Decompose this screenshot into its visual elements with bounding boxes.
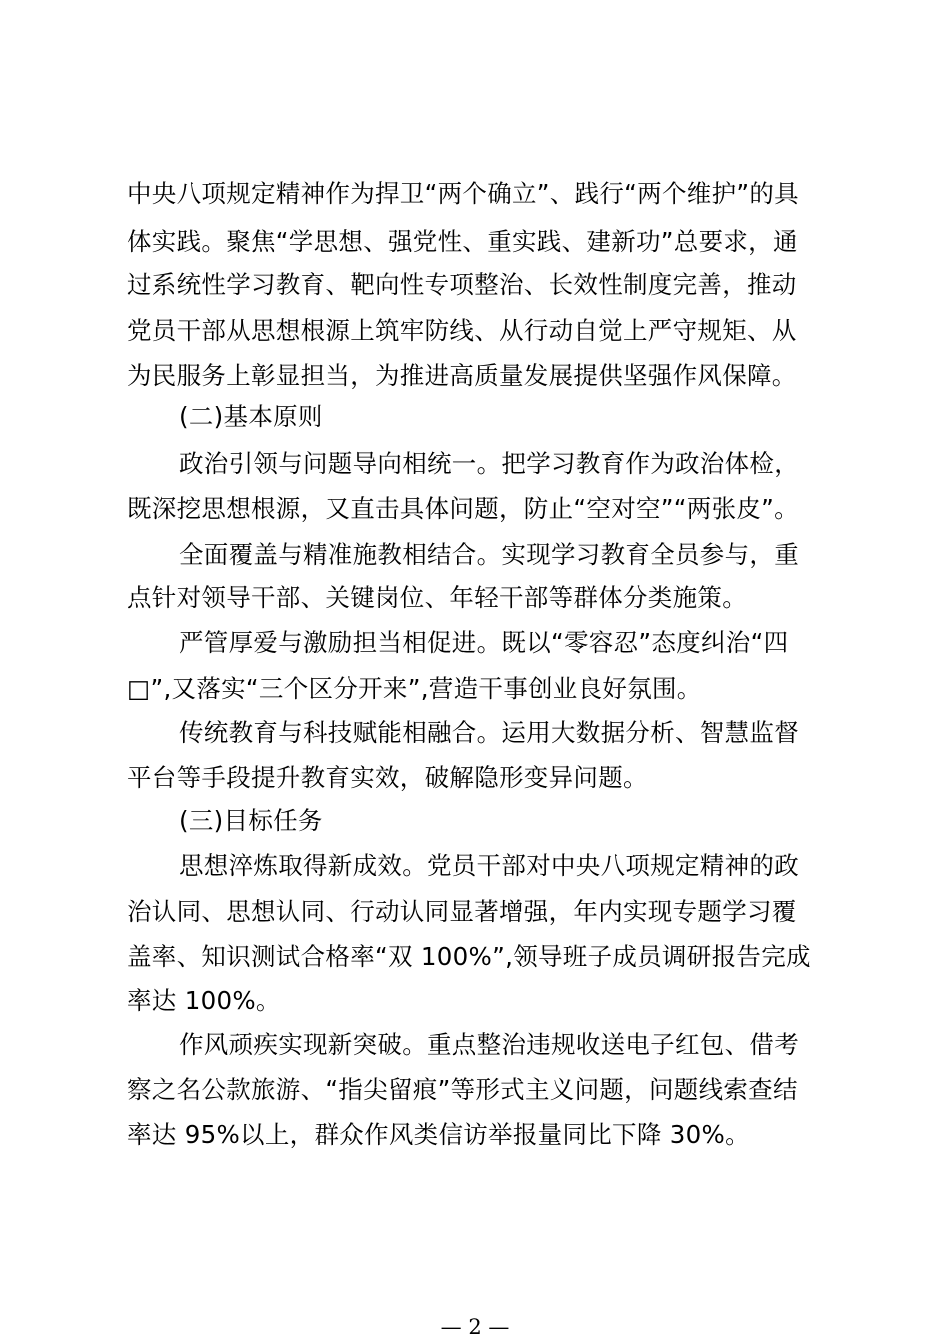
paragraph-line: 过系统性学习教育、靶向性专项整治、长效性制度完善，推动 bbox=[127, 270, 797, 299]
paragraph-line: 体实践。聚焦“学思想、强党性、重实践、建新功”总要求，通 bbox=[127, 227, 798, 256]
section-heading-goals: (三)目标任务 bbox=[179, 806, 323, 835]
paragraph-line: 点针对领导干部、关键岗位、年轻干部等群体分类施策。 bbox=[127, 583, 747, 612]
paragraph-line: 治认同、思想认同、行动认同显著增强，年内实现专题学习覆 bbox=[127, 897, 797, 926]
paragraph-line: 全面覆盖与精准施教相结合。实现学习教育全员参与，重 bbox=[179, 540, 799, 569]
paragraph-line: 盖率、知识测试合格率“双 100%”,领导班子成员调研报告完成 bbox=[127, 942, 811, 971]
paragraph-line: 为民服务上彰显担当，为推进高质量发展提供坚强作风保障。 bbox=[127, 361, 797, 390]
paragraph-line: 率达 95%以上，群众作风类信访举报量同比下降 30%。 bbox=[127, 1120, 750, 1149]
paragraph-line: 率达 100%。 bbox=[127, 986, 281, 1015]
paragraph-line: 思想淬炼取得新成效。党员干部对中央八项规定精神的政 bbox=[179, 851, 799, 880]
paragraph-line: 作风顽疾实现新突破。重点整治违规收送电子红包、借考 bbox=[179, 1030, 799, 1059]
paragraph-line: 党员干部从思想根源上筑牢防线、从行动自觉上严守规矩、从 bbox=[127, 316, 797, 345]
paragraph-line: 中央八项规定精神作为捍卫“两个确立”、践行“两个维护”的具 bbox=[127, 179, 799, 208]
page-number: — 2 — bbox=[440, 1315, 510, 1339]
paragraph-line: 察之名公款旅游、“指尖留痕”等形式主义问题，问题线索查结 bbox=[127, 1075, 798, 1104]
section-heading-principles: (二)基本原则 bbox=[179, 402, 323, 431]
paragraph-line: □”,又落实“三个区分开来”,营造干事创业良好氛围。 bbox=[127, 674, 702, 703]
paragraph-line: 严管厚爱与激励担当相促进。既以“零容忍”态度纠治“四 bbox=[179, 628, 789, 657]
paragraph-line: 政治引领与问题导向相统一。把学习教育作为政治体检， bbox=[179, 449, 799, 478]
paragraph-line: 既深挖思想根源，又直击具体问题，防止“空对空”“两张皮”。 bbox=[127, 494, 799, 523]
paragraph-line: 传统教育与科技赋能相融合。运用大数据分析、智慧监督 bbox=[179, 718, 799, 747]
paragraph-line: 平台等手段提升教育实效，破解隐形变异问题。 bbox=[127, 763, 648, 792]
